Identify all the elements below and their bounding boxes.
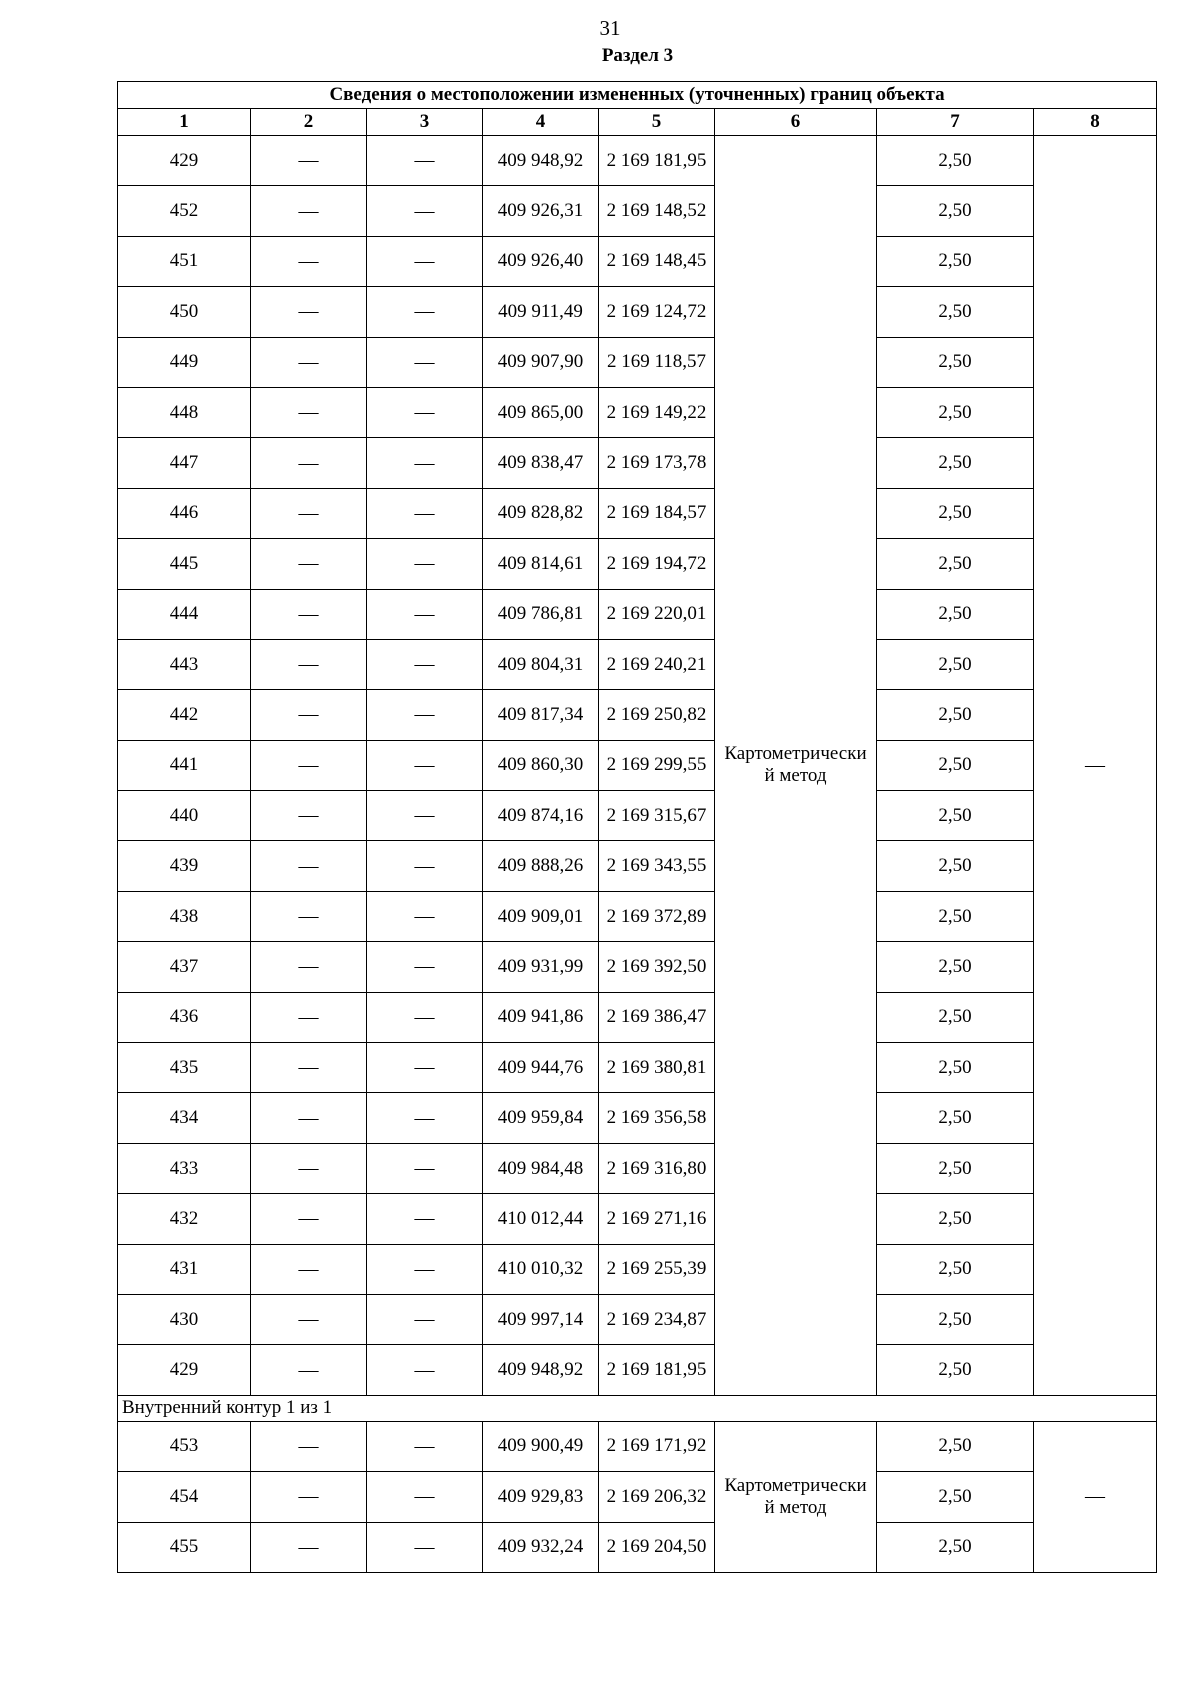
dash-cell: — (367, 1244, 483, 1294)
table-row (118, 891, 1157, 941)
table-row (118, 1522, 1157, 1572)
dash-cell: — (367, 337, 483, 387)
point-number: 449 (118, 337, 251, 387)
table-row (118, 287, 1157, 337)
coord-x: 409 814,61 (483, 539, 599, 589)
dash-cell: — (1034, 136, 1157, 1396)
table-row (118, 337, 1157, 387)
inner-contour-label: Внутренний контур 1 из 1 (118, 1395, 1157, 1421)
dash-cell: — (251, 438, 367, 488)
accuracy: 2,50 (877, 136, 1034, 186)
column-number: 6 (715, 109, 877, 136)
coord-y: 2 169 380,81 (599, 1043, 715, 1093)
dash-cell: — (251, 639, 367, 689)
coord-x: 409 804,31 (483, 639, 599, 689)
point-number: 430 (118, 1294, 251, 1344)
dash-cell: — (251, 1093, 367, 1143)
column-number: 5 (599, 109, 715, 136)
accuracy: 2,50 (877, 1421, 1034, 1471)
dash-cell: — (251, 1345, 367, 1395)
coord-x: 409 931,99 (483, 942, 599, 992)
coord-x: 409 900,49 (483, 1421, 599, 1471)
dash-cell: — (367, 1093, 483, 1143)
dash-cell: — (251, 337, 367, 387)
table-row (118, 1345, 1157, 1395)
coord-y: 2 169 181,95 (599, 1345, 715, 1395)
dash-cell: — (251, 287, 367, 337)
dash-cell: — (367, 1194, 483, 1244)
table-row (118, 841, 1157, 891)
coord-x: 409 926,31 (483, 186, 599, 236)
dash-cell: — (251, 1194, 367, 1244)
coord-y: 2 169 299,55 (599, 740, 715, 790)
coord-x: 410 010,32 (483, 1244, 599, 1294)
table-row (118, 186, 1157, 236)
dash-cell: — (367, 942, 483, 992)
coord-y: 2 169 392,50 (599, 942, 715, 992)
column-number: 8 (1034, 109, 1157, 136)
coord-x: 409 926,40 (483, 236, 599, 286)
coordinates-table (117, 81, 1157, 1573)
coord-y: 2 169 271,16 (599, 1194, 715, 1244)
coord-y: 2 169 220,01 (599, 589, 715, 639)
table-row (118, 1472, 1157, 1522)
dash-cell: — (251, 690, 367, 740)
table-row (118, 1244, 1157, 1294)
coord-y: 2 169 148,52 (599, 186, 715, 236)
accuracy: 2,50 (877, 891, 1034, 941)
coord-y: 2 169 356,58 (599, 1093, 715, 1143)
coord-y: 2 169 234,87 (599, 1294, 715, 1344)
accuracy: 2,50 (877, 539, 1034, 589)
accuracy: 2,50 (877, 992, 1034, 1042)
table-row (118, 1043, 1157, 1093)
accuracy: 2,50 (877, 791, 1034, 841)
coord-y: 2 169 343,55 (599, 841, 715, 891)
coord-y: 2 169 148,45 (599, 236, 715, 286)
accuracy: 2,50 (877, 1472, 1034, 1522)
dash-cell: — (367, 1421, 483, 1471)
dash-cell: — (251, 942, 367, 992)
coord-y: 2 169 184,57 (599, 488, 715, 538)
coord-x: 409 786,81 (483, 589, 599, 639)
coord-y: 2 169 171,92 (599, 1421, 715, 1471)
point-number: 434 (118, 1093, 251, 1143)
coord-y: 2 169 181,95 (599, 136, 715, 186)
dash-cell: — (251, 589, 367, 639)
column-number: 1 (118, 109, 251, 136)
coord-x: 409 984,48 (483, 1143, 599, 1193)
coord-y: 2 169 386,47 (599, 992, 715, 1042)
dash-cell: — (367, 186, 483, 236)
accuracy: 2,50 (877, 1244, 1034, 1294)
coord-y: 2 169 173,78 (599, 438, 715, 488)
point-number: 451 (118, 236, 251, 286)
coord-x: 409 948,92 (483, 1345, 599, 1395)
column-number: 3 (367, 109, 483, 136)
coord-y: 2 169 204,50 (599, 1522, 715, 1572)
point-number: 450 (118, 287, 251, 337)
accuracy: 2,50 (877, 1093, 1034, 1143)
accuracy: 2,50 (877, 942, 1034, 992)
dash-cell: — (251, 841, 367, 891)
dash-cell: — (251, 387, 367, 437)
table-row (118, 1093, 1157, 1143)
dash-cell: — (251, 488, 367, 538)
dash-cell: — (367, 1345, 483, 1395)
dash-cell: — (251, 1043, 367, 1093)
dash-cell: — (367, 438, 483, 488)
coord-y: 2 169 194,72 (599, 539, 715, 589)
table-row (118, 438, 1157, 488)
table-row (118, 387, 1157, 437)
dash-cell: — (251, 539, 367, 589)
table-row (118, 136, 1157, 186)
column-number: 7 (877, 109, 1034, 136)
dash-cell: — (251, 891, 367, 941)
table-row (118, 1194, 1157, 1244)
accuracy: 2,50 (877, 1522, 1034, 1572)
column-number: 4 (483, 109, 599, 136)
dash-cell: — (367, 287, 483, 337)
accuracy: 2,50 (877, 488, 1034, 538)
method-line: Картометрически (724, 1474, 867, 1496)
accuracy: 2,50 (877, 1345, 1034, 1395)
point-number: 436 (118, 992, 251, 1042)
coord-x: 409 959,84 (483, 1093, 599, 1143)
point-number: 433 (118, 1143, 251, 1193)
point-number: 446 (118, 488, 251, 538)
dash-cell: — (367, 639, 483, 689)
coord-x: 410 012,44 (483, 1194, 599, 1244)
accuracy: 2,50 (877, 438, 1034, 488)
point-number: 448 (118, 387, 251, 437)
dash-cell: — (251, 740, 367, 790)
point-number: 443 (118, 639, 251, 689)
point-number: 438 (118, 891, 251, 941)
coord-x: 409 944,76 (483, 1043, 599, 1093)
dash-cell: — (251, 791, 367, 841)
accuracy: 2,50 (877, 236, 1034, 286)
accuracy: 2,50 (877, 1143, 1034, 1193)
page-number: 31 (599, 16, 621, 40)
dash-cell: — (367, 539, 483, 589)
point-number: 440 (118, 791, 251, 841)
accuracy: 2,50 (877, 1043, 1034, 1093)
method-line: й метод (764, 1496, 827, 1518)
coord-y: 2 169 372,89 (599, 891, 715, 941)
coord-x: 409 860,30 (483, 740, 599, 790)
dash-cell: — (367, 236, 483, 286)
coord-y: 2 169 255,39 (599, 1244, 715, 1294)
point-number: 442 (118, 690, 251, 740)
table-row (118, 488, 1157, 538)
dash-cell: — (251, 1421, 367, 1471)
point-number: 453 (118, 1421, 251, 1471)
point-number: 437 (118, 942, 251, 992)
coord-y: 2 169 206,32 (599, 1472, 715, 1522)
coord-x: 409 932,24 (483, 1522, 599, 1572)
dash-cell: — (367, 1522, 483, 1572)
table-row (118, 791, 1157, 841)
point-number: 432 (118, 1194, 251, 1244)
point-number: 439 (118, 841, 251, 891)
dash-cell: — (251, 1143, 367, 1193)
point-number: 447 (118, 438, 251, 488)
dash-cell: — (251, 1294, 367, 1344)
coord-x: 409 948,92 (483, 136, 599, 186)
point-number: 431 (118, 1244, 251, 1294)
coord-x: 409 888,26 (483, 841, 599, 891)
point-number: 441 (118, 740, 251, 790)
dash-cell: — (1034, 1421, 1157, 1572)
dash-cell: — (367, 841, 483, 891)
point-number: 444 (118, 589, 251, 639)
dash-cell: — (251, 1244, 367, 1294)
table-row (118, 236, 1157, 286)
accuracy: 2,50 (877, 387, 1034, 437)
coord-x: 409 941,86 (483, 992, 599, 1042)
point-number: 429 (118, 136, 251, 186)
coord-y: 2 169 315,67 (599, 791, 715, 841)
coord-x: 409 911,49 (483, 287, 599, 337)
accuracy: 2,50 (877, 690, 1034, 740)
point-number: 452 (118, 186, 251, 236)
coord-y: 2 169 240,21 (599, 639, 715, 689)
dash-cell: — (251, 992, 367, 1042)
point-number: 454 (118, 1472, 251, 1522)
accuracy: 2,50 (877, 287, 1034, 337)
dash-cell: — (367, 488, 483, 538)
coord-x: 409 874,16 (483, 791, 599, 841)
table-row (118, 639, 1157, 689)
dash-cell: — (367, 690, 483, 740)
method-cell (715, 136, 877, 1396)
column-number-row (118, 109, 1157, 136)
dash-cell: — (251, 1472, 367, 1522)
table-row (118, 942, 1157, 992)
coord-y: 2 169 316,80 (599, 1143, 715, 1193)
table-row (118, 992, 1157, 1042)
dash-cell: — (367, 740, 483, 790)
coord-x: 409 997,14 (483, 1294, 599, 1344)
dash-cell: — (367, 1143, 483, 1193)
coord-x: 409 817,34 (483, 690, 599, 740)
dash-cell: — (367, 891, 483, 941)
point-number: 429 (118, 1345, 251, 1395)
accuracy: 2,50 (877, 337, 1034, 387)
coord-x: 409 907,90 (483, 337, 599, 387)
coord-x: 409 865,00 (483, 387, 599, 437)
dash-cell: — (367, 1294, 483, 1344)
dash-cell: — (367, 589, 483, 639)
table-row (118, 1294, 1157, 1344)
coord-x: 409 909,01 (483, 891, 599, 941)
dash-cell: — (251, 236, 367, 286)
accuracy: 2,50 (877, 841, 1034, 891)
section-title: Раздел 3 (601, 45, 674, 66)
table-row (118, 589, 1157, 639)
table-row (118, 1143, 1157, 1193)
dash-cell: — (367, 1043, 483, 1093)
dash-cell: — (251, 136, 367, 186)
method-line: Картометрически (724, 743, 867, 765)
table-row (118, 539, 1157, 589)
dash-cell: — (367, 136, 483, 186)
contour-row (118, 1395, 1157, 1421)
accuracy: 2,50 (877, 589, 1034, 639)
coord-x: 409 838,47 (483, 438, 599, 488)
coord-y: 2 169 250,82 (599, 690, 715, 740)
point-number: 445 (118, 539, 251, 589)
dash-cell: — (367, 1472, 483, 1522)
coord-x: 409 828,82 (483, 488, 599, 538)
table-body (118, 136, 1157, 1573)
accuracy: 2,50 (877, 740, 1034, 790)
coord-y: 2 169 124,72 (599, 287, 715, 337)
coord-y: 2 169 118,57 (599, 337, 715, 387)
point-number: 435 (118, 1043, 251, 1093)
accuracy: 2,50 (877, 1194, 1034, 1244)
dash-cell: — (367, 791, 483, 841)
column-number: 2 (251, 109, 367, 136)
dash-cell: — (251, 186, 367, 236)
table-row (118, 690, 1157, 740)
accuracy: 2,50 (877, 186, 1034, 236)
table-row (118, 1421, 1157, 1471)
method-line: й метод (764, 765, 827, 787)
dash-cell: — (251, 1522, 367, 1572)
dash-cell: — (367, 992, 483, 1042)
method-cell (715, 1421, 877, 1572)
table-row (118, 740, 1157, 790)
point-number: 455 (118, 1522, 251, 1572)
accuracy: 2,50 (877, 1294, 1034, 1344)
coord-y: 2 169 149,22 (599, 387, 715, 437)
dash-cell: — (367, 387, 483, 437)
table-caption: Сведения о местоположении измененных (уточненных) границ объекта (118, 82, 1157, 109)
coord-x: 409 929,83 (483, 1472, 599, 1522)
accuracy: 2,50 (877, 639, 1034, 689)
